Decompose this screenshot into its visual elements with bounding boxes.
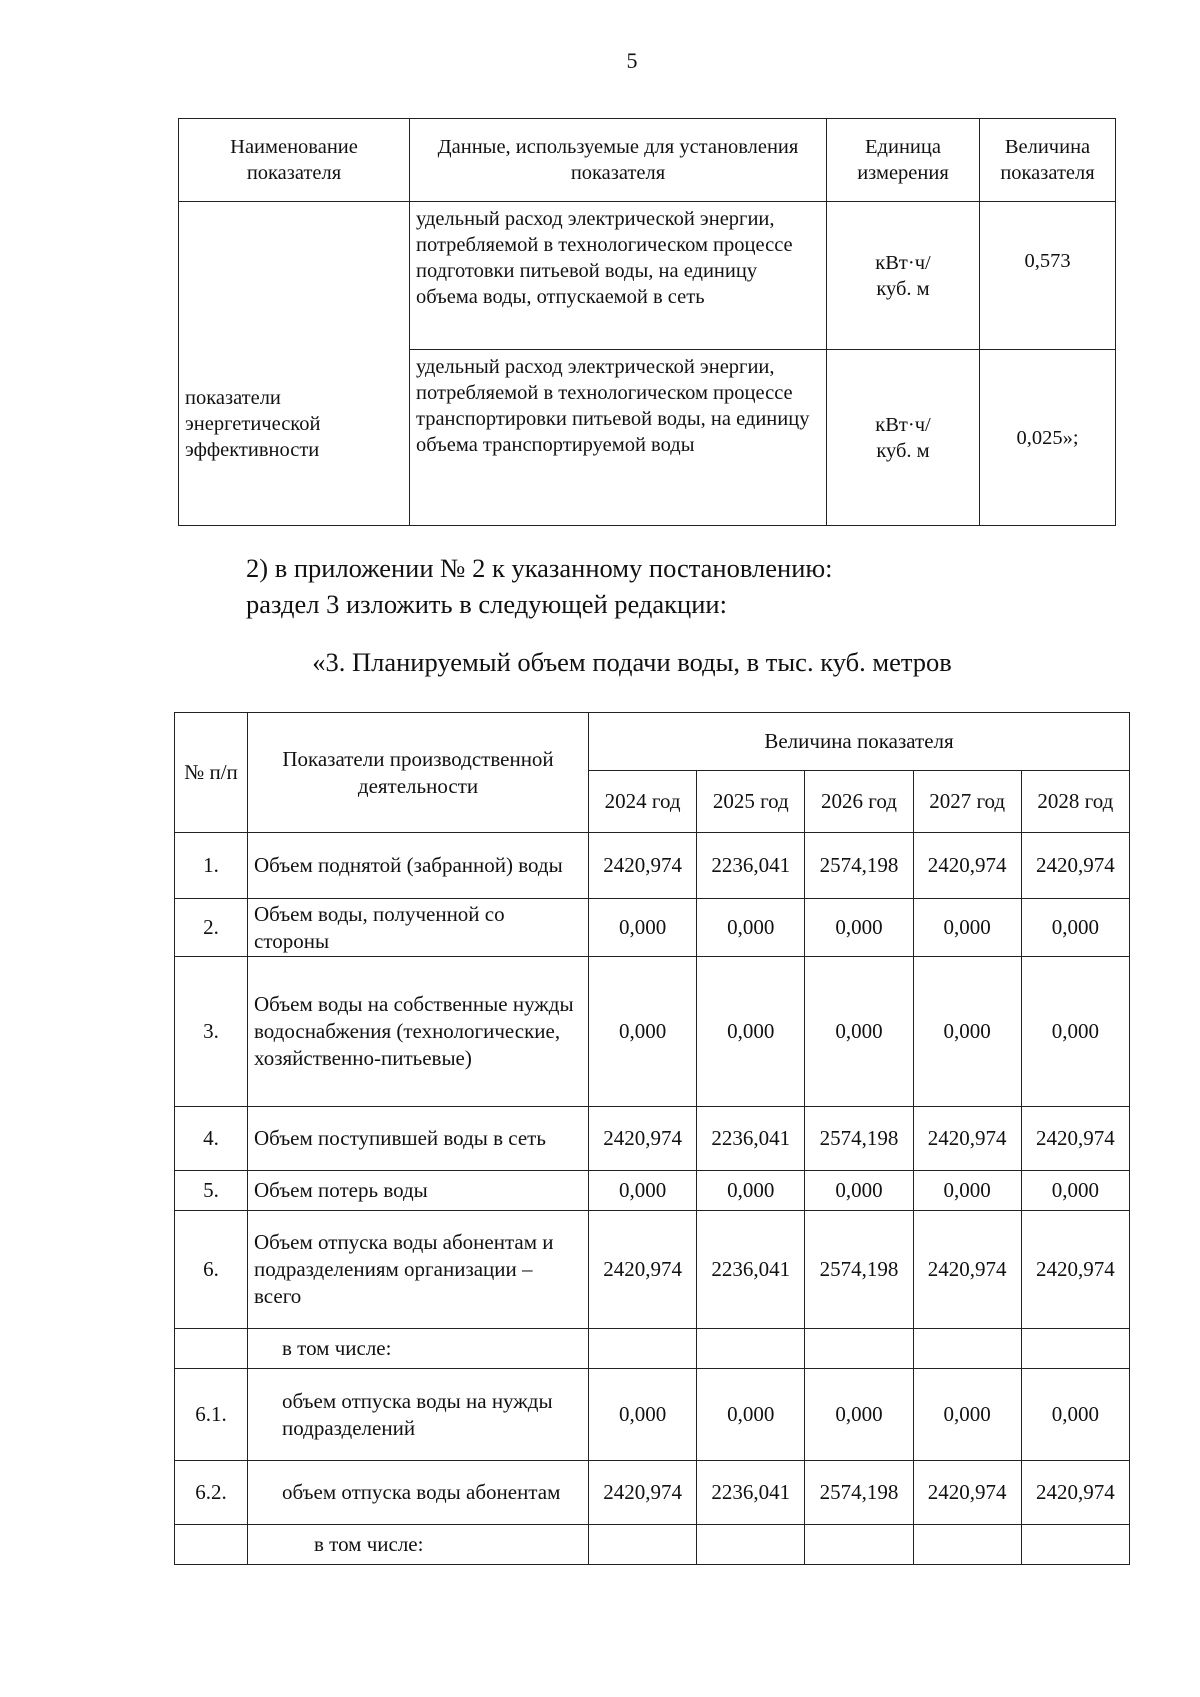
header-unit: Единица измерения — [827, 119, 980, 202]
row-value: 2574,198 — [805, 1107, 913, 1171]
row-name: Объем поднятой (забранной) воды — [248, 833, 589, 899]
table-row — [175, 1211, 1130, 1329]
row-value: 0,000 — [589, 957, 697, 1107]
row-name: Объем воды на собственные нужды водоснабжения (технологические, хозяйственно-питьевые) — [248, 957, 589, 1107]
row-name: объем отпуска воды на нужды подразделений — [248, 1369, 589, 1461]
row-value: 0,000 — [805, 1369, 913, 1461]
row-value: 2574,198 — [805, 1461, 913, 1525]
row-value — [697, 1525, 805, 1565]
row-name: Объем потерь воды — [248, 1171, 589, 1211]
row-value: 0,000 — [589, 899, 697, 957]
row-value: 0,000 — [697, 957, 805, 1107]
year-header: 2025 год — [697, 771, 805, 833]
table-row — [175, 1461, 1130, 1525]
row-value — [913, 1525, 1021, 1565]
row-value: 0,000 — [1021, 957, 1129, 1107]
row-value: 0,000 — [1021, 899, 1129, 957]
row-value: 2236,041 — [697, 1461, 805, 1525]
row-number — [175, 1329, 248, 1369]
row-value: 0,000 — [913, 1171, 1021, 1211]
unit-line: куб. м — [876, 439, 930, 462]
row-number: 6. — [175, 1211, 248, 1329]
row-number: 3. — [175, 957, 248, 1107]
row-value: 0,000 — [805, 899, 913, 957]
paragraph-line: раздел 3 изложить в следующей редакции: — [246, 589, 727, 619]
row-value: 0,000 — [1021, 1369, 1129, 1461]
table-row — [175, 957, 1130, 1107]
table-row — [175, 899, 1130, 957]
row-name: объем отпуска воды абонентам — [248, 1461, 589, 1525]
page-number: 5 — [626, 48, 638, 73]
row-value: 0,000 — [589, 1171, 697, 1211]
paragraph-line: 2) в приложении № 2 к указанному постановлению: — [246, 553, 833, 583]
unit-cell — [827, 202, 980, 350]
table-row — [175, 1369, 1130, 1461]
table-row — [175, 1525, 1130, 1565]
row-number — [175, 1525, 248, 1565]
row-value — [1021, 1525, 1129, 1565]
row-value — [805, 1525, 913, 1565]
row-value: 2574,198 — [805, 1211, 913, 1329]
row-name: Объем воды, полученной со стороны — [248, 899, 589, 957]
row-value: 2420,974 — [1021, 1461, 1129, 1525]
row-value: 0,000 — [805, 1171, 913, 1211]
row-value: 0,000 — [697, 899, 805, 957]
year-header: 2027 год — [913, 771, 1021, 833]
row-value: 0,000 — [805, 957, 913, 1107]
row-value — [589, 1329, 697, 1369]
table-row — [175, 1329, 1130, 1369]
unit-line: кВт·ч/ — [875, 251, 931, 274]
section-title: «3. Планируемый объем подачи воды, в тыс. куб. метров — [312, 647, 952, 677]
row-value: 0,000 — [589, 1369, 697, 1461]
row-value — [589, 1525, 697, 1565]
header-value-group: Величина показателя — [589, 713, 1130, 771]
row-number: 1. — [175, 833, 248, 899]
row-name: Объем поступившей воды в сеть — [248, 1107, 589, 1171]
row-value: 2574,198 — [805, 833, 913, 899]
water-supply-table — [174, 712, 1130, 1565]
row-value: 2420,974 — [589, 1461, 697, 1525]
year-header: 2026 год — [805, 771, 913, 833]
header-number: № п/п — [175, 713, 248, 833]
data-cell: удельный расход электрической энергии, потребляемой в технологическом процессе подготовки питьевой воды, на единицу объема воды, отпускаемой в сеть — [410, 202, 827, 350]
row-value: 2420,974 — [913, 1107, 1021, 1171]
row-name: в том числе: — [248, 1329, 589, 1369]
row-number: 5. — [175, 1171, 248, 1211]
row-value: 2420,974 — [1021, 833, 1129, 899]
row-value: 2420,974 — [589, 1107, 697, 1171]
row-value: 2420,974 — [589, 833, 697, 899]
row-value: 2420,974 — [913, 833, 1021, 899]
unit-cell — [827, 350, 980, 526]
row-value — [913, 1329, 1021, 1369]
energy-efficiency-table — [178, 118, 1116, 526]
row-value: 0,000 — [913, 899, 1021, 957]
category-cell: показатели энергетической эффективности — [179, 202, 410, 526]
row-number: 6.1. — [175, 1369, 248, 1461]
row-value: 2420,974 — [913, 1211, 1021, 1329]
row-value: 2420,974 — [913, 1461, 1021, 1525]
row-value: 0,000 — [697, 1171, 805, 1211]
table-row — [175, 1107, 1130, 1171]
row-value: 2420,974 — [589, 1211, 697, 1329]
year-header: 2028 год — [1021, 771, 1129, 833]
table-row — [175, 833, 1130, 899]
row-number: 6.2. — [175, 1461, 248, 1525]
row-name: в том числе: — [248, 1525, 589, 1565]
row-number: 2. — [175, 899, 248, 957]
year-header: 2024 год — [589, 771, 697, 833]
table-row — [175, 1171, 1130, 1211]
header-indicators: Показатели производственной деятельности — [248, 713, 589, 833]
row-value: 2236,041 — [697, 1211, 805, 1329]
header-source-data: Данные, используемые для установления показателя — [410, 119, 827, 202]
data-cell: удельный расход электрической энергии, потребляемой в технологическом процессе транспортировки питьевой воды, на единицу объема транспортируемой воды — [410, 350, 827, 526]
row-value: 2420,974 — [1021, 1107, 1129, 1171]
value-cell: 0,573 — [980, 202, 1116, 350]
row-value — [805, 1329, 913, 1369]
row-value: 0,000 — [1021, 1171, 1129, 1211]
row-value — [697, 1329, 805, 1369]
unit-line: куб. м — [876, 277, 930, 300]
value-cell: 0,025»; — [980, 350, 1116, 526]
row-value — [1021, 1329, 1129, 1369]
unit-line: кВт·ч/ — [875, 413, 931, 436]
row-value: 0,000 — [913, 957, 1021, 1107]
row-name: Объем отпуска воды абонентам и подразделениям организации – всего — [248, 1211, 589, 1329]
row-value: 0,000 — [913, 1369, 1021, 1461]
row-value: 0,000 — [697, 1369, 805, 1461]
row-value: 2236,041 — [697, 1107, 805, 1171]
header-value: Величина показателя — [980, 119, 1116, 202]
header-indicator-name: Наименование показателя — [179, 119, 410, 202]
row-value: 2236,041 — [697, 833, 805, 899]
row-number: 4. — [175, 1107, 248, 1171]
row-value: 2420,974 — [1021, 1211, 1129, 1329]
